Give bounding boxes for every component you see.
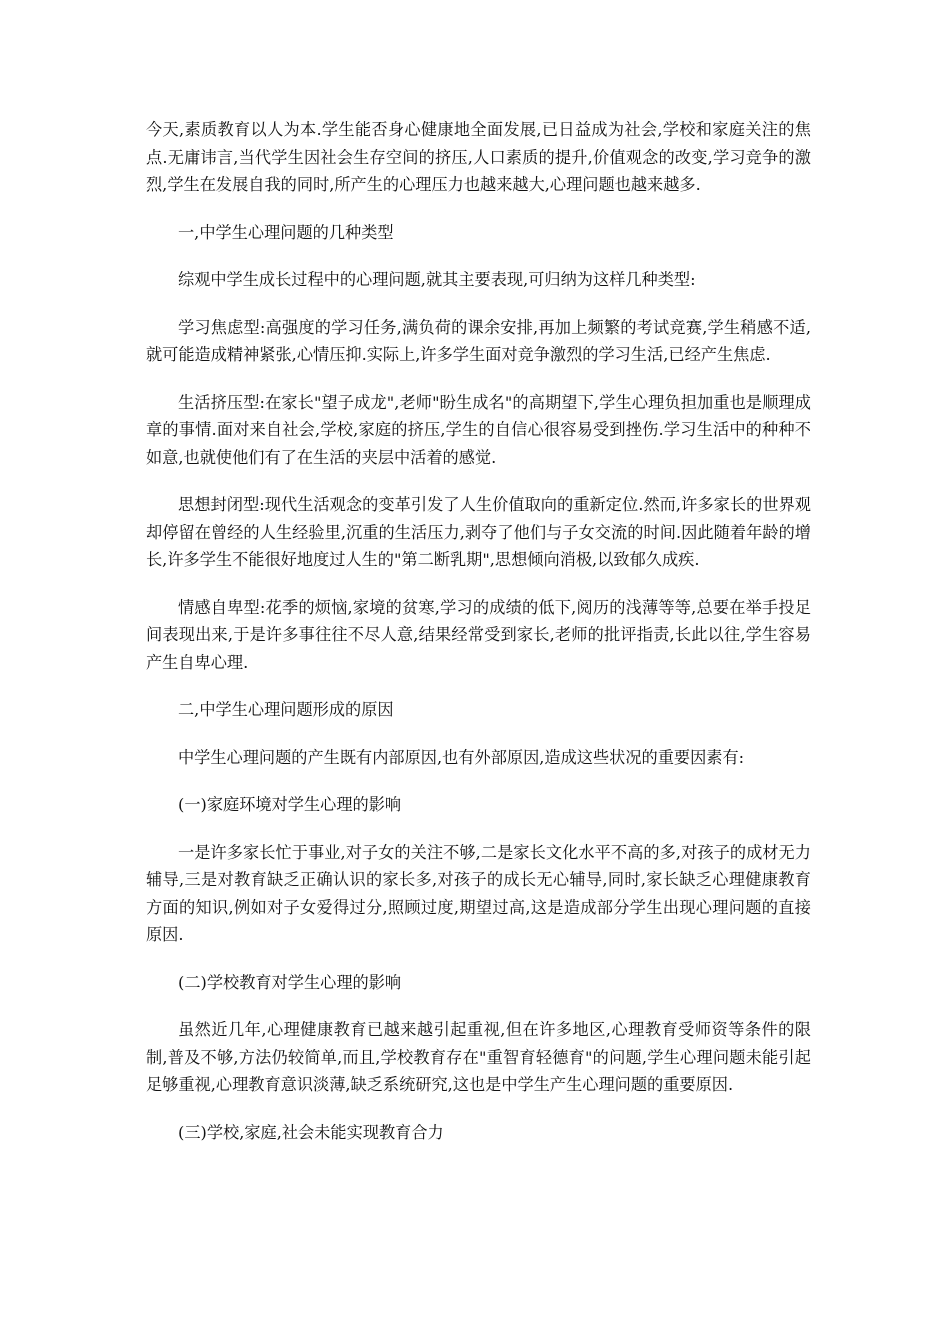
paragraph-closed-thinking: 思想封闭型:现代生活观念的变革引发了人生价值取向的重新定位.然而,许多家长的世界观却停留在曾经的人生经验里,沉重的生活压力,剥夺了他们与子女交流的时间.因此随着年龄的增长,许多学生不能很好地度过人生的"第二断乳期",思想倾向消极,以致郁久成疾. (146, 495, 811, 569)
paragraph-causes: 中学生心理问题的产生既有内部原因,也有外部原因,造成这些状况的重要因素有: (178, 747, 745, 767)
paragraph-study-anxiety: 学习焦虑型:高强度的学习任务,满负荷的课余安排,再加上频繁的考试竞赛,学生稍感不适,就可能造成精神紧张,心情压抑.实际上,许多学生面对竞争激烈的学习生活,已经产生焦虑. (146, 317, 811, 364)
heading-section-2: 二,中学生心理问题形成的原因 (178, 700, 394, 719)
paragraph-family: 一是许多家长忙于事业,对子女的关注不够,二是家长文化水平不高的多,对孩子的成材无力辅导,三是对教育缺乏正确认识的家长多,对孩子的成长无心辅导,同时,家长缺乏心理健康教育方面的知识,例如对子女爱得过分,照顾过度,期望过高,这是造成部分学生出现心理问题的直接原因. (146, 842, 811, 944)
paragraph-life-pressure: 生活挤压型:在家长"望子成龙",老师"盼生成名"的高期望下,学生心理负担加重也是顺理成章的事情.面对来自社会,学校,家庭的挤压,学生的自信心很容易受到挫伤.学习生活中的种种不如意,也就使他们有了在生活的夹层中活着的感觉. (146, 392, 811, 467)
heading-section-1: 一,中学生心理问题的几种类型 (178, 222, 394, 242)
paragraph-intro: 今天,素质教育以人为本.学生能否身心健康地全面发展,已日益成为社会,学校和家庭关注的焦点.无庸讳言,当代学生因社会生存空间的挤压,人口素质的提升,价值观念的改变,学习竞争的激烈,学生在发展自我的同时,所产生的心理压力也越来越大,心理问题也越来越多. (146, 120, 811, 194)
subheading-synergy: (三)学校,家庭,社会未能实现教育合力 (178, 1122, 444, 1142)
document-page (146, 116, 811, 1166)
paragraph-overview: 综观中学生成长过程中的心理问题,就其主要表现,可归纳为这样几种类型: (178, 270, 696, 289)
subheading-family: (一)家庭环境对学生心理的影响 (178, 795, 402, 814)
subheading-school: (二)学校教育对学生心理的影响 (178, 972, 402, 992)
paragraph-emotional-inferiority: 情感自卑型:花季的烦恼,家境的贫寒,学习的成绩的低下,阅历的浅薄等等,总要在举手投足间表现出来,于是许多事往往不尽人意,结果经常受到家长,老师的批评指责,长此以往,学生容易产生自卑心理. (146, 597, 811, 672)
paragraph-school: 虽然近几年,心理健康教育已越来越引起重视,但在许多地区,心理教育受师资等条件的限制,普及不够,方法仍较简单,而且,学校教育存在"重智育轻德育"的问题,学生心理问题未能引起足够重视,心理教育意识淡薄,缺乏系统研究,这也是中学生产生心理问题的重要原因. (146, 1020, 811, 1094)
